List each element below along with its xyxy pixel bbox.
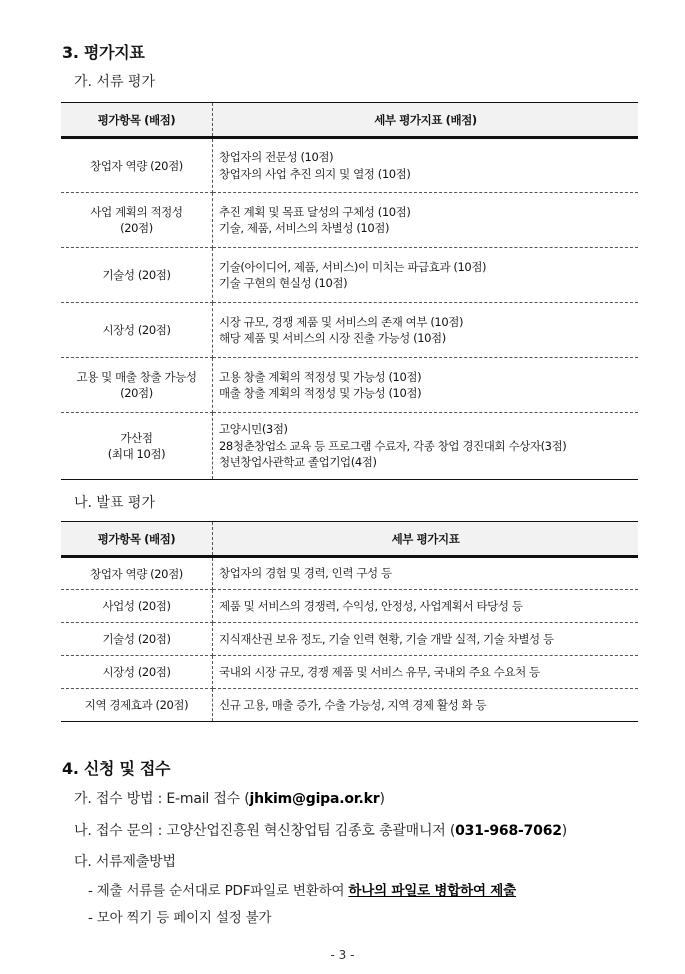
eval-item-cell: 기술성 (20점) bbox=[61, 248, 213, 303]
detail-cell: 고용 창출 계획의 적정성 및 가능성 (10점) 매출 창출 계획의 적정성 및 가능성 (10점) bbox=[213, 358, 639, 413]
detail-cell: 국내외 시장 규모, 경쟁 제품 및 서비스 유무, 국내외 주요 수요처 등 bbox=[213, 656, 639, 689]
section-3-title: 3. 평가지표 bbox=[62, 43, 145, 62]
subsection-document-review: 가. 서류 평가 bbox=[74, 74, 155, 90]
section-4-title: 4. 신청 및 접수 bbox=[62, 759, 171, 778]
detail-cell: 제품 및 서비스의 경쟁력, 수익성, 안정성, 사업계획서 타당성 등 bbox=[213, 590, 639, 623]
eval-item-cell: 가산점 (최대 10점) bbox=[61, 413, 213, 480]
header-detail-indicator: 세부 평가지표 (배점) bbox=[213, 103, 639, 138]
submission-inquiry: 나. 접수 문의 : 고양산업진흥원 혁신창업팀 김종호 총괄매니저 (031-968-7062) bbox=[74, 823, 568, 839]
submission-method: 가. 접수 방법 : E-mail 접수 (jhkim@gipa.or.kr) bbox=[74, 791, 385, 807]
detail-cell: 신규 고용, 매출 증가, 수출 가능성, 지역 경제 활성 화 등 bbox=[213, 689, 639, 722]
contact-phone: 031-968-7062 bbox=[455, 823, 562, 839]
detail-cell: 기술(아이디어, 제품, 서비스)이 미치는 파급효과 (10점) 기술 구현의 현실성 (10점) bbox=[213, 248, 639, 303]
eval-item-cell: 고용 및 매출 창출 가능성 (20점) bbox=[61, 358, 213, 413]
table-row bbox=[61, 358, 638, 413]
page-number: - 3 - bbox=[330, 948, 355, 962]
table-row bbox=[61, 248, 638, 303]
table-row bbox=[61, 656, 638, 689]
detail-cell: 창업자의 전문성 (10점) 창업자의 사업 추진 의지 및 열정 (10점) bbox=[213, 138, 639, 193]
eval-item-cell: 시장성 (20점) bbox=[61, 656, 213, 689]
eval-item-cell: 사업성 (20점) bbox=[61, 590, 213, 623]
table-row bbox=[61, 590, 638, 623]
table-row bbox=[61, 303, 638, 358]
submission-rule-layout: - 모아 찍기 등 페이지 설정 불가 bbox=[88, 910, 272, 926]
table-row bbox=[61, 413, 638, 480]
table-row bbox=[61, 138, 638, 193]
eval-item-cell: 사업 계획의 적정성 (20점) bbox=[61, 193, 213, 248]
eval-item-cell: 지역 경제효과 (20점) bbox=[61, 689, 213, 722]
detail-cell: 추진 계획 및 목표 달성의 구체성 (10점) 기술, 제품, 서비스의 차별성 (10점) bbox=[213, 193, 639, 248]
subsection-presentation-review: 나. 발표 평가 bbox=[74, 495, 155, 511]
eval-item-cell: 창업자 역량 (20점) bbox=[61, 557, 213, 590]
header-detail-indicator: 세부 평가지표 bbox=[213, 522, 639, 557]
header-eval-item: 평가항목 (배점) bbox=[61, 103, 213, 138]
document-review-table bbox=[61, 102, 638, 480]
table-row bbox=[61, 193, 638, 248]
detail-cell: 시장 규모, 경쟁 제품 및 서비스의 존재 여부 (10점) 해당 제품 및 서비스의 시장 진출 가능성 (10점) bbox=[213, 303, 639, 358]
presentation-review-table bbox=[61, 521, 638, 722]
header-eval-item: 평가항목 (배점) bbox=[61, 522, 213, 557]
eval-item-cell: 창업자 역량 (20점) bbox=[61, 138, 213, 193]
table-row bbox=[61, 689, 638, 722]
detail-cell: 창업자의 경험 및 경력, 인력 구성 등 bbox=[213, 557, 639, 590]
contact-email: jhkim@gipa.or.kr bbox=[249, 791, 380, 807]
detail-cell: 지식재산권 보유 정도, 기술 인력 현황, 기술 개발 실적, 기술 차별성 등 bbox=[213, 623, 639, 656]
eval-item-cell: 시장성 (20점) bbox=[61, 303, 213, 358]
document-submission-method: 다. 서류제출방법 bbox=[74, 854, 176, 870]
table-row bbox=[61, 623, 638, 656]
submission-rule-merge: - 제출 서류를 순서대로 PDF파일로 변환하여 하나의 파일로 병합하여 제출 bbox=[88, 883, 516, 899]
eval-item-cell: 기술성 (20점) bbox=[61, 623, 213, 656]
merge-emphasis: 하나의 파일로 병합하여 제출 bbox=[348, 883, 516, 899]
detail-cell: 고양시민(3점) 28청춘창업소 교육 등 프로그램 수료자, 각종 창업 경진대회 수상자(3점) 청년창업사관학교 졸업기업(4점) bbox=[213, 413, 639, 480]
table-row bbox=[61, 557, 638, 590]
